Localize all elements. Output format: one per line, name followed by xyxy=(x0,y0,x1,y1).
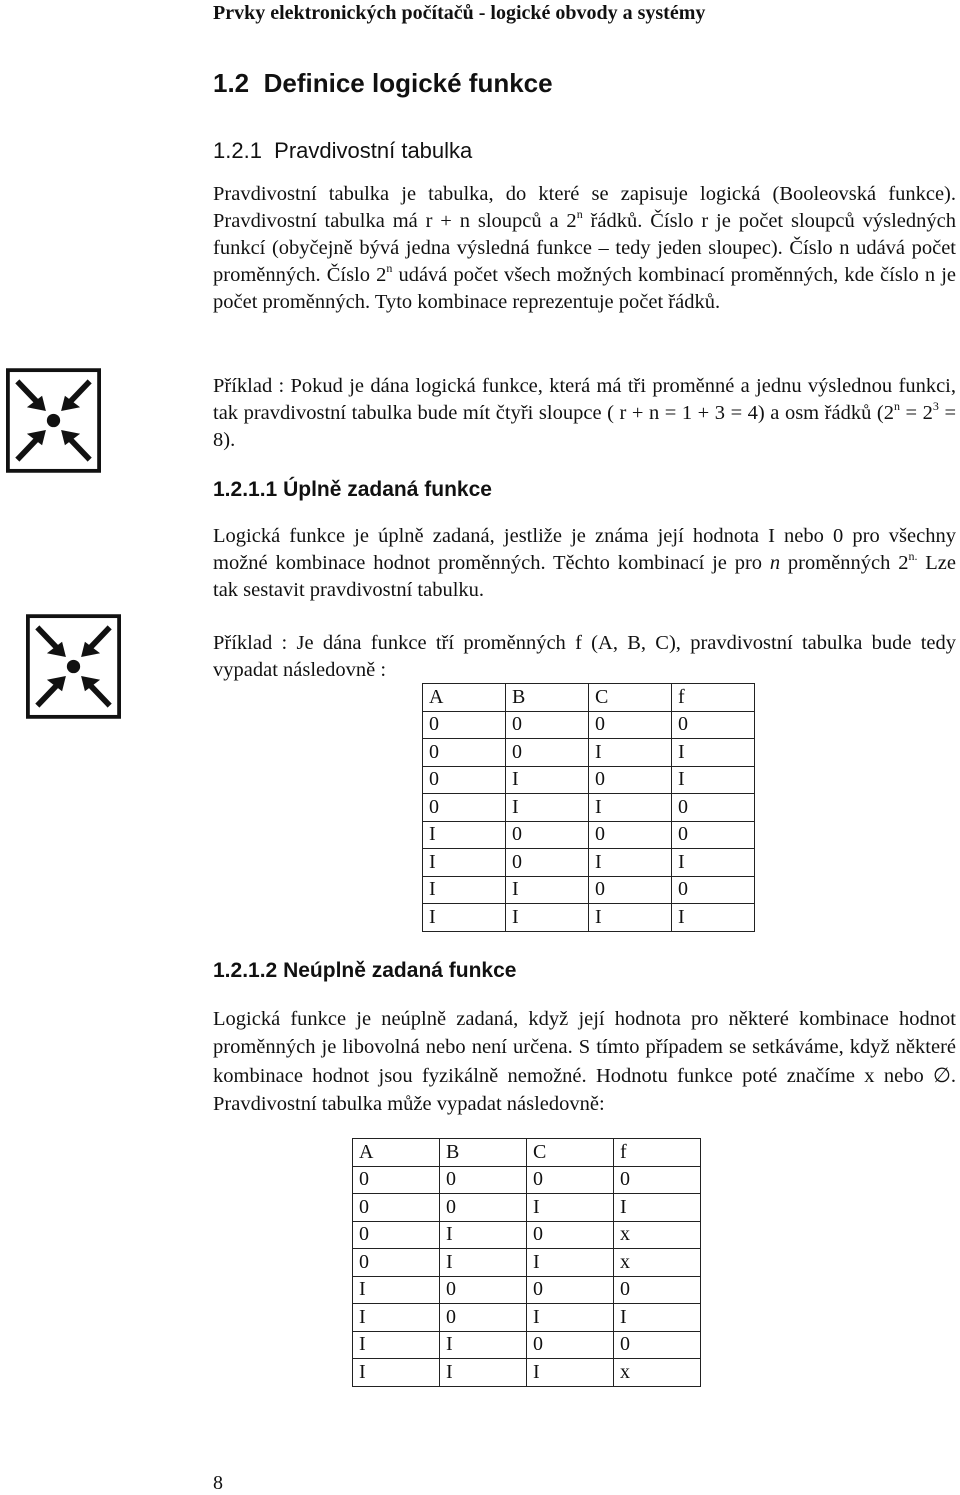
table-cell: I xyxy=(353,1276,440,1304)
full-function-paragraph: Logická funkce je úplně zadaná, jestliže je známa její hodnota I nebo 0 pro všechny možné kombinace hodnot proměnných. Těchto kombinací je pro n proměnných $2^{n.}$ Lze tak sestavit pravdivostní tabulku. xyxy=(213,525,956,601)
table-cell: 0 xyxy=(614,1276,701,1304)
table-header-cell: C xyxy=(589,684,672,712)
converging-arrows-icon xyxy=(26,614,121,719)
table-row xyxy=(423,711,755,739)
table-cell: I xyxy=(589,739,672,767)
table-cell: 0 xyxy=(440,1194,527,1222)
table-row xyxy=(353,1166,701,1194)
table-cell: I xyxy=(527,1194,614,1222)
table-cell: 0 xyxy=(589,711,672,739)
table-cell: 0 xyxy=(527,1331,614,1359)
table-cell: 0 xyxy=(672,711,755,739)
table-cell: I xyxy=(589,904,672,932)
table-cell: I xyxy=(672,739,755,767)
table-cell: 0 xyxy=(527,1276,614,1304)
partial-function-paragraph: Logická funkce je neúplně zadaná, když její hodnota pro některé kombinace hodnot proměnných je libovolná nebo není určena. S tímto případem se setkáváme, když některé kombinace hodnot jsou fyzikálně nemožné. Hodnotu funkce poté značíme x nebo ∅. Pravdivostní tabulka může vypadat následovně: xyxy=(213,1008,956,1115)
heading-partial-function: 1.2.1.2 Neúplně zadaná funkce xyxy=(213,959,517,982)
table-cell: 0 xyxy=(614,1166,701,1194)
table-row xyxy=(353,1249,701,1277)
table-row xyxy=(423,821,755,849)
table-cell: 0 xyxy=(672,794,755,822)
intro-paragraph: Pravdivostní tabulka je tabulka, do které se zapisuje logická (Booleovská funkce). Pravdivostní tabulka má r + n sloupců a 2$^n$ řádků. Číslo r je počet sloupců výsledných funkcí (obyčejně bývá jedna výsledná funkce – tedy jeden sloupec). Číslo n udává počet proměnných. Číslo 2$^n$ udává počet všech možných kombinací proměnných, kde číslo n je počet proměnných. Tyto kombinace reprezentuje počet řádků. xyxy=(213,183,956,313)
table-cell: 0 xyxy=(423,739,506,767)
truth-table-incomplete xyxy=(352,1138,701,1387)
table-cell: I xyxy=(672,849,755,877)
table-cell: I xyxy=(614,1304,701,1332)
heading-full-function: 1.2.1.1 Úplně zadaná funkce xyxy=(213,478,492,501)
table-row xyxy=(423,794,755,822)
table-row xyxy=(423,904,755,932)
table-cell: 0 xyxy=(589,766,672,794)
table-cell: x xyxy=(614,1249,701,1277)
table-row xyxy=(353,1304,701,1332)
table-cell: I xyxy=(589,794,672,822)
empty-set-symbol: ∅ xyxy=(933,1063,951,1087)
table-cell: I xyxy=(440,1331,527,1359)
table-cell: 0 xyxy=(672,821,755,849)
table-cell: I xyxy=(614,1194,701,1222)
table-cell: 0 xyxy=(527,1166,614,1194)
table-cell: 0 xyxy=(506,711,589,739)
running-header: Prvky elektronických počítačů - logické obvody a systémy xyxy=(213,2,706,24)
table-cell: 0 xyxy=(353,1194,440,1222)
subsection-number: 1.2.1 xyxy=(213,138,262,163)
table-cell: 0 xyxy=(614,1331,701,1359)
page-number: 8 xyxy=(213,1472,223,1494)
example-paragraph-2: Příklad : Je dána funkce tří proměnných f (A, B, C), pravdivostní tabulka bude tedy vypadat následovně : xyxy=(213,632,956,681)
section-number: 1.2 xyxy=(213,68,250,98)
table-row xyxy=(423,766,755,794)
table-cell: I xyxy=(506,794,589,822)
table-cell: I xyxy=(589,849,672,877)
table-header-cell: A xyxy=(353,1139,440,1167)
table-header-row xyxy=(423,684,755,712)
table-header-cell: B xyxy=(506,684,589,712)
table-cell: I xyxy=(440,1221,527,1249)
table-cell: I xyxy=(527,1304,614,1332)
table-row xyxy=(423,876,755,904)
table-cell: 0 xyxy=(672,876,755,904)
section-heading-text: Definice logické funkce xyxy=(263,68,553,98)
table-header-cell: B xyxy=(440,1139,527,1167)
table-cell: x xyxy=(614,1359,701,1387)
table-cell: I xyxy=(353,1331,440,1359)
table-cell: 0 xyxy=(423,766,506,794)
table-cell: 0 xyxy=(440,1166,527,1194)
table-row xyxy=(353,1331,701,1359)
table-cell: 0 xyxy=(506,849,589,877)
table-cell: I xyxy=(353,1359,440,1387)
table-cell: x xyxy=(614,1221,701,1249)
table-cell: I xyxy=(423,876,506,904)
table-header-cell: f xyxy=(614,1139,701,1167)
table-cell: I xyxy=(440,1359,527,1387)
table-row xyxy=(423,849,755,877)
table-row xyxy=(353,1221,701,1249)
table-row xyxy=(423,739,755,767)
table-cell: 0 xyxy=(440,1304,527,1332)
table-cell: 0 xyxy=(589,821,672,849)
table-cell: I xyxy=(672,766,755,794)
table-row xyxy=(353,1276,701,1304)
table-cell: 0 xyxy=(506,739,589,767)
table-header-cell: A xyxy=(423,684,506,712)
table-cell: I xyxy=(506,766,589,794)
converging-arrows-icon xyxy=(6,368,101,473)
subsection-title xyxy=(213,138,472,164)
table-cell: I xyxy=(527,1359,614,1387)
table-cell: 0 xyxy=(506,821,589,849)
table-cell: 0 xyxy=(353,1166,440,1194)
subsection-heading-text: Pravdivostní tabulka xyxy=(274,138,473,163)
table-row xyxy=(353,1194,701,1222)
table-cell: I xyxy=(506,904,589,932)
table-cell: 0 xyxy=(353,1249,440,1277)
table-cell: I xyxy=(440,1249,527,1277)
table-row xyxy=(353,1359,701,1387)
table-cell: I xyxy=(423,904,506,932)
table-cell: I xyxy=(423,821,506,849)
table-cell: 0 xyxy=(527,1221,614,1249)
truth-table-complete xyxy=(422,683,755,932)
table-header-row xyxy=(353,1139,701,1167)
table-cell: I xyxy=(506,876,589,904)
table-header-cell: f xyxy=(672,684,755,712)
table-cell: 0 xyxy=(423,794,506,822)
table-cell: 0 xyxy=(589,876,672,904)
table-cell: 0 xyxy=(423,711,506,739)
example-paragraph-1: Příklad : Pokud je dána logická funkce, která má tři proměnné a jednu výslednou funkci, tak pravdivostní tabulka bude mít čtyři sloupce ( r + n = 1 + 3 = 4) a osm řádků $(2^n = 2^3 = 8)$. xyxy=(213,375,957,451)
table-cell: I xyxy=(672,904,755,932)
section-title xyxy=(213,68,553,99)
table-cell: 0 xyxy=(353,1221,440,1249)
table-header-cell: C xyxy=(527,1139,614,1167)
table-cell: 0 xyxy=(440,1276,527,1304)
table-cell: I xyxy=(353,1304,440,1332)
table-cell: I xyxy=(423,849,506,877)
table-cell: I xyxy=(527,1249,614,1277)
